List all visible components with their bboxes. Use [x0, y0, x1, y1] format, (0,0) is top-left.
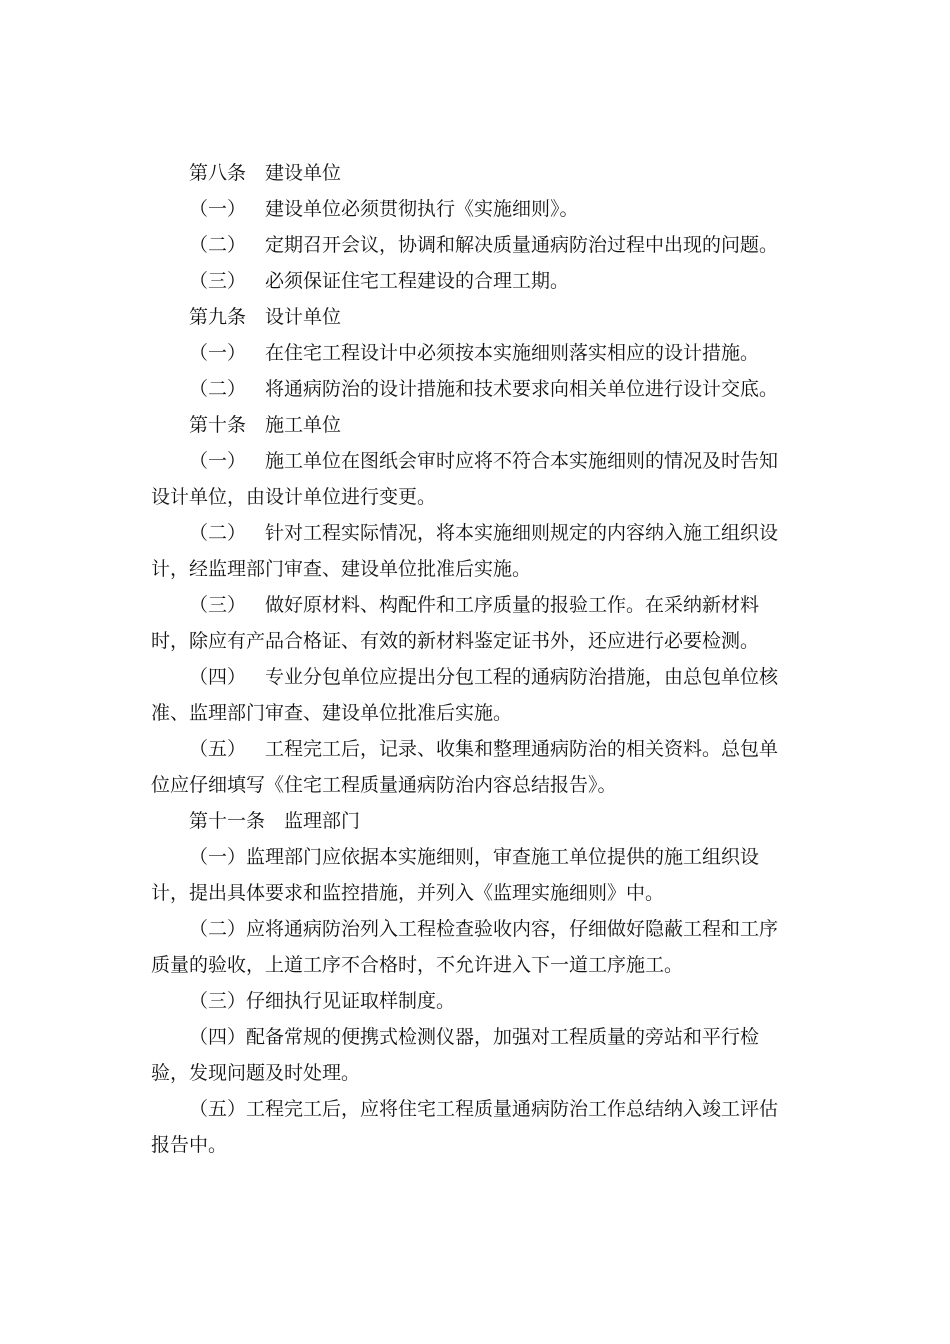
clause-text: 仔细执行见证取样制度。	[246, 990, 456, 1012]
article-title: 设计单位	[265, 306, 342, 328]
clause-number: （一）	[189, 342, 247, 364]
clause	[151, 191, 786, 227]
clause-text: 在住宅工程设计中必须按本实施细则落实相应的设计措施。	[265, 342, 760, 364]
article-title: 施工单位	[265, 414, 342, 436]
clause-text: 应将通病防治列入工程检查验收内容，仔细做好隐蔽工程和工序	[246, 918, 779, 940]
clause	[151, 1019, 786, 1055]
clause-continuation: 准、监理部门审查、建设单位批准后实施。	[151, 702, 513, 724]
clause-number: （二）	[189, 234, 247, 256]
clause-number: （四）	[189, 1026, 247, 1048]
clause-number: （二）	[189, 918, 247, 940]
clause-text: 施工单位在图纸会审时应将不符合本实施细则的情况及时告知	[265, 450, 779, 472]
article-number: 第九条	[189, 306, 247, 328]
clause-continuation: 计，提出具体要求和监控措施，并列入《监理实施细则》中。	[151, 882, 665, 904]
clause-number: （四）	[189, 666, 247, 688]
clause-number: （五）	[189, 738, 247, 760]
clause	[151, 227, 786, 263]
clause-number: （一）	[189, 450, 247, 472]
article-number: 第十一条	[189, 810, 266, 832]
clause	[151, 659, 786, 695]
clause	[151, 911, 786, 947]
clause-continuation: 验，发现问题及时处理。	[151, 1062, 361, 1084]
article-number: 第十条	[189, 414, 247, 436]
clause-text: 工程完工后，记录、收集和整理通病防治的相关资料。总包单	[265, 738, 779, 760]
article-title: 建设单位	[265, 162, 342, 184]
clause-continuation: 位应仔细填写《住宅工程质量通病防治内容总结报告》。	[151, 774, 617, 796]
clause-number: （三）	[189, 270, 247, 292]
clause	[151, 983, 786, 1019]
clause	[151, 1091, 786, 1127]
clause-number: （一）	[189, 198, 247, 220]
clause-number: （三）	[189, 990, 247, 1012]
clause-continuation: 计，经监理部门审查、建设单位批准后实施。	[151, 558, 532, 580]
clause	[151, 731, 786, 767]
article-title: 监理部门	[284, 810, 361, 832]
clause-text: 将通病防治的设计措施和技术要求向相关单位进行设计交底。	[265, 378, 779, 400]
clause-continuation: 时，除应有产品合格证、有效的新材料鉴定证书外，还应进行必要检测。	[151, 630, 760, 652]
clause	[151, 839, 786, 875]
article-heading	[151, 155, 786, 191]
clause-number: （二）	[189, 378, 247, 400]
clause	[151, 443, 786, 479]
clause	[151, 515, 786, 551]
clause-continuation: 报告中。	[151, 1134, 228, 1156]
clause-text: 做好原材料、构配件和工序质量的报验工作。在采纳新材料	[265, 594, 760, 616]
clause	[151, 263, 786, 299]
clause-number: （三）	[189, 594, 247, 616]
clause-text: 工程完工后，应将住宅工程质量通病防治工作总结纳入竣工评估	[246, 1098, 779, 1120]
article-number: 第八条	[189, 162, 247, 184]
clause-number: （二）	[189, 522, 247, 544]
clause-text: 定期召开会议，协调和解决质量通病防治过程中出现的问题。	[265, 234, 779, 256]
article-heading	[151, 299, 786, 335]
clause-text: 建设单位必须贯彻执行《实施细则》。	[265, 198, 579, 220]
clause-text: 专业分包单位应提出分包工程的通病防治措施，由总包单位核	[265, 666, 779, 688]
article-heading	[151, 803, 786, 839]
clause	[151, 587, 786, 623]
clause-continuation: 质量的验收，上道工序不合格时，不允许进入下一道工序施工。	[151, 954, 684, 976]
clause-text: 监理部门应依据本实施细则，审查施工单位提供的施工组织设	[246, 846, 760, 868]
clause-continuation: 设计单位，由设计单位进行变更。	[151, 486, 437, 508]
article-heading	[151, 407, 786, 443]
document-page	[151, 155, 786, 1163]
clause-number: （一）	[189, 846, 247, 868]
clause	[151, 335, 786, 371]
clause-text: 配备常规的便携式检测仪器，加强对工程质量的旁站和平行检	[246, 1026, 760, 1048]
clause-text: 必须保证住宅工程建设的合理工期。	[265, 270, 570, 292]
clause-text: 针对工程实际情况，将本实施细则规定的内容纳入施工组织设	[265, 522, 779, 544]
clause-number: （五）	[189, 1098, 247, 1120]
clause	[151, 371, 786, 407]
